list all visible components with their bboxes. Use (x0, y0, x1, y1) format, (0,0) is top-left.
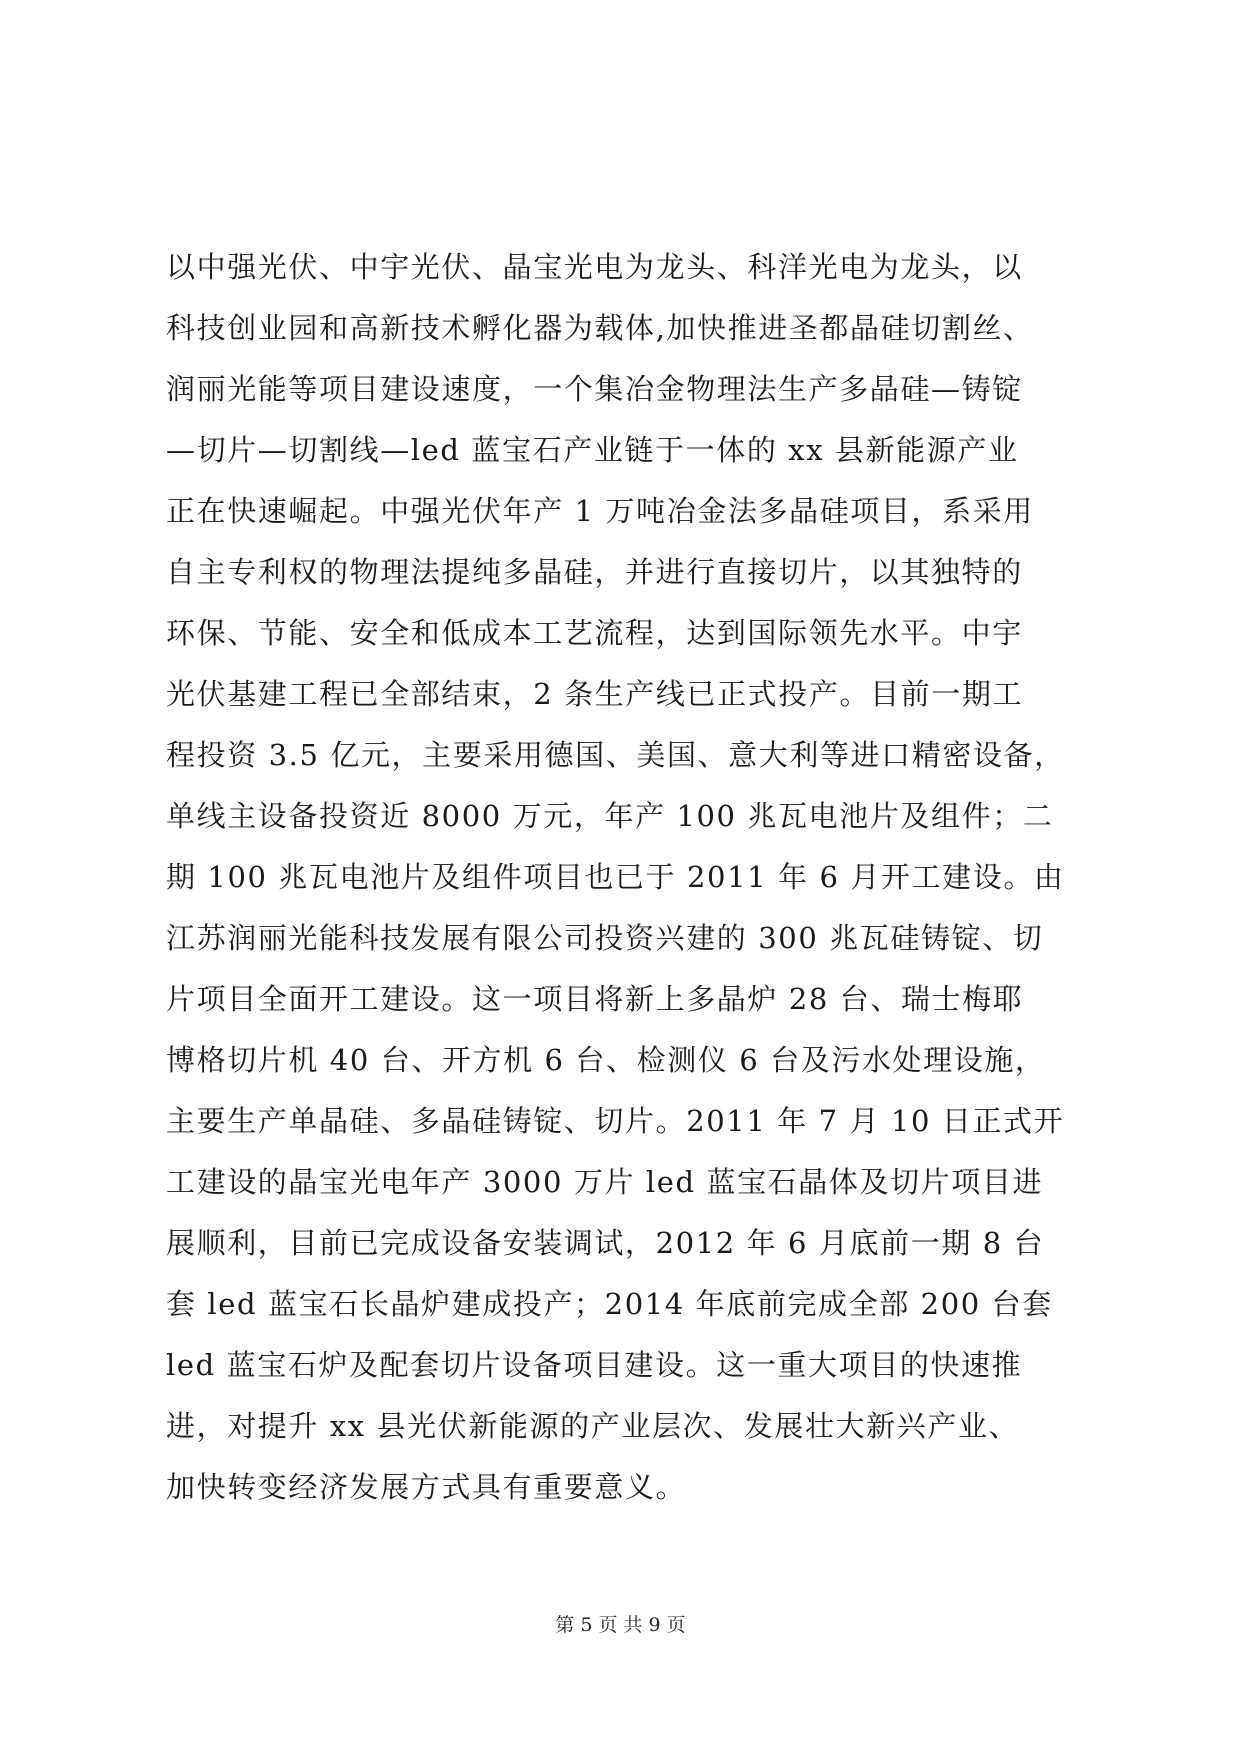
paragraph-line: 工建设的晶宝光电年产 3000 万片 led 蓝宝石晶体及切片项目进 (166, 1165, 1044, 1199)
paragraph-line: 展顺利，目前已完成设备安装调试，2012 年 6 月底前一期 8 台 (166, 1226, 1045, 1260)
paragraph-line: 科技创业园和高新技术孵化器为载体,加快推进圣都晶硅切割丝、 (166, 311, 1034, 345)
paragraph-line: 正在快速崛起。中强光伏年产 1 万吨冶金法多晶硅项目，系采用 (166, 494, 1034, 528)
paragraph-line: 片项目全面开工建设。这一项目将新上多晶炉 28 台、瑞士梅耶 (166, 982, 1024, 1016)
paragraph-line: 自主专利权的物理法提纯多晶硅，并进行直接切片，以其独特的 (166, 555, 1023, 589)
paragraph-line: 润丽光能等项目建设速度，一个集冶金物理法生产多晶硅—铸锭 (166, 372, 1023, 406)
paragraph-line: 期 100 兆瓦电池片及组件项目也已于 2011 年 6 月开工建设。由 (166, 860, 1065, 894)
page-number-footer: 第 5 页 共 9 页 (555, 1614, 686, 1636)
paragraph-line: 程投资 3.5 亿元，主要采用德国、美国、意大利等进口精密设备， (166, 738, 1065, 772)
paragraph-line: led 蓝宝石炉及配套切片设备项目建设。这一重大项目的快速推 (166, 1348, 1023, 1382)
paragraph-line: 江苏润丽光能科技发展有限公司投资兴建的 300 兆瓦硅铸锭、切 (166, 921, 1044, 955)
paragraph-line: 博格切片机 40 台、开方机 6 台、检测仪 6 台及污水处理设施， (166, 1043, 1046, 1077)
body-paragraph (166, 237, 1166, 1518)
paragraph-line: 进，对提升 xx 县光伏新能源的产业层次、发展壮大新兴产业、 (166, 1409, 1020, 1443)
paragraph-line: 光伏基建工程已全部结束，2 条生产线已正式投产。目前一期工 (166, 677, 1024, 711)
paragraph-line: 以中强光伏、中宇光伏、晶宝光电为龙头、科洋光电为龙头，以 (166, 250, 1023, 284)
paragraph-line: 环保、节能、安全和低成本工艺流程，达到国际领先水平。中宇 (166, 616, 1023, 650)
paragraph-line: 加快转变经济发展方式具有重要意义。 (166, 1470, 687, 1504)
paragraph-line: 单线主设备投资近 8000 万元，年产 100 兆瓦电池片及组件；二 (166, 799, 1054, 833)
paragraph-line: 套 led 蓝宝石长晶炉建成投产；2014 年底前完成全部 200 台套 (166, 1287, 1053, 1321)
paragraph-line: —切片—切割线—led 蓝宝石产业链于一体的 xx 县新能源产业 (166, 433, 1019, 467)
paragraph-line: 主要生产单晶硅、多晶硅铸锭、切片。2011 年 7 月 10 日正式开 (166, 1104, 1065, 1138)
